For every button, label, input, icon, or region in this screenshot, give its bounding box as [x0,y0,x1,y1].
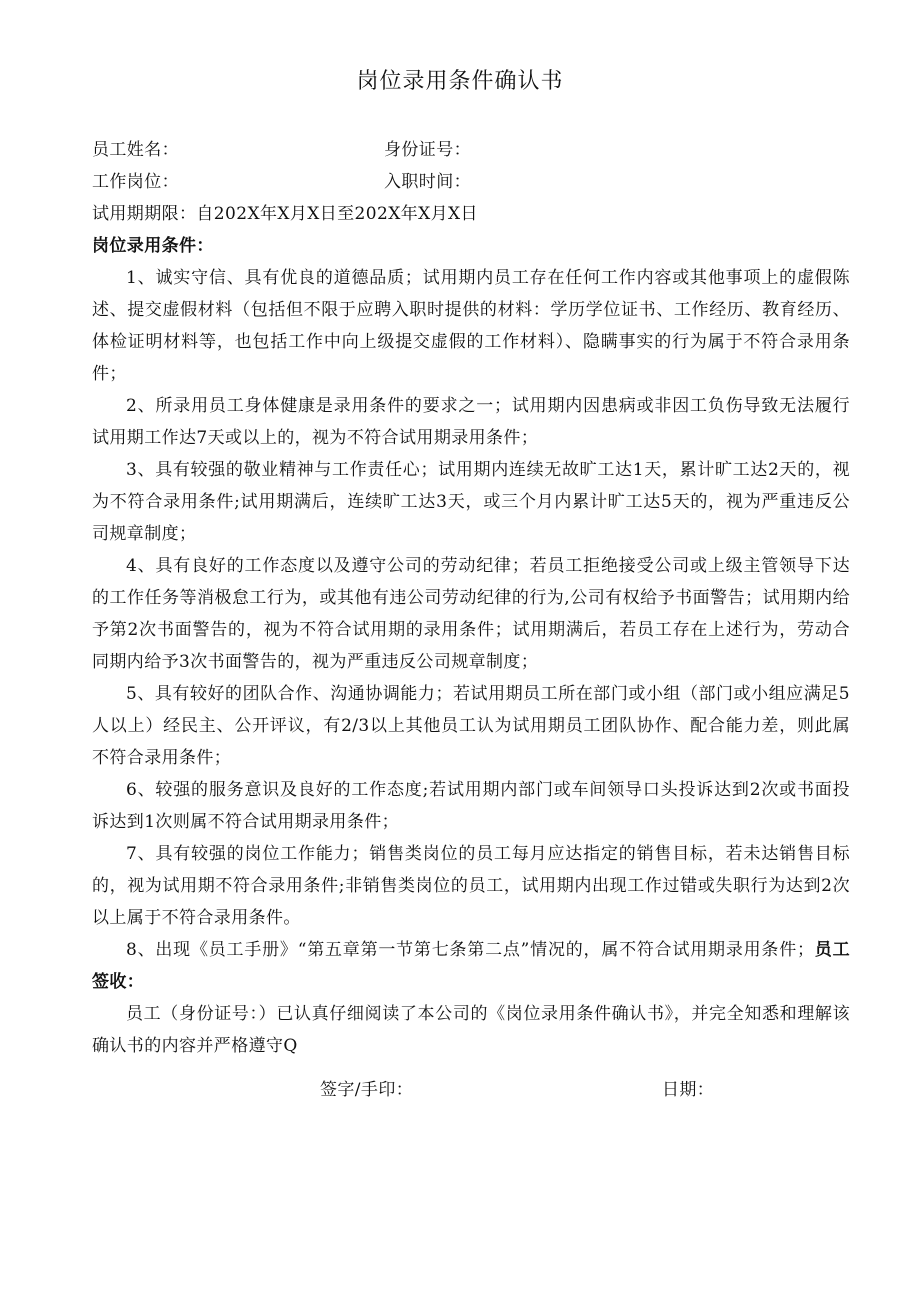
conditions-heading: 岗位录用条件： [92,236,214,256]
position-entry-row [92,166,850,198]
id-number-label: 身份证号： [384,140,471,160]
acknowledgement-text: 员工（身份证号：）已认真仔细阅读了本公司的《岗位录用条件确认书》，并完全知悉和理解该确认书的内容并严格遵守Q [92,1004,850,1056]
condition-item: 1、诚实守信、具有优良的道德品质；试用期内员工存在任何工作内容或其他事项上的虚假陈述、提交虚假材料（包括但不限于应聘入职时提供的材料：学历学位证书、工作经历、教育经历、体检证明材料等，也包括工作中向上级提交虚假的工作材料）、隐瞒事实的行为属于不符合录用条件； [92,268,850,384]
condition-item: 3、具有较强的敬业精神与工作责任心；试用期内连续无故旷工达1天，累计旷工达2天的，视为不符合录用条件;试用期满后，连续旷工达3天，或三个月内累计旷工达5天的，视为严重违反公司规章制度； [92,460,850,544]
condition-item-8: 8、出现《员工手册》“第五章第一节第七条第二点”情况的，属不符合试用期录用条件； [126,940,815,960]
condition-item: 2、所录用员工身体健康是录用条件的要求之一；试用期内因患病或非因工负伤导致无法履行试用期工作达7天或以上的，视为不符合试用期录用条件； [92,396,850,448]
signature-row [92,1074,850,1106]
sign-heading: 员工签收： [92,940,850,992]
condition-item-8-with-sign-heading [92,934,850,998]
entry-time-label: 入职时间： [384,172,471,192]
condition-item: 6、较强的服务意识及良好的工作态度;若试用期内部门或车间领导口头投诉达到2次或书面投诉达到1次则属不符合试用期录用条件； [92,780,850,832]
employee-name-label: 员工姓名： [92,140,179,160]
condition-item: 5、具有较好的团队合作、沟通协调能力；若试用期员工所在部门或小组（部门或小组应满足5人以上）经民主、公开评议，有2/3以上其他员工认为试用期员工团队协作、配合能力差，则此属不符合录用条件； [92,684,850,768]
signature-label: 签字/手印： [320,1080,414,1100]
document-body [92,134,850,1106]
name-id-row [92,134,850,166]
condition-item: 4、具有良好的工作态度以及遵守公司的劳动纪律；若员工拒绝接受公司或上级主管领导下达的工作任务等消极怠工行为，或其他有违公司劳动纪律的行为,公司有权给予书面警告；试用期内给予第2次书面警告的，视为不符合试用期的录用条件；试用期满后，若员工存在上述行为，劳动合同期内给予3次书面警告的，视为严重违反公司规章制度； [92,556,850,672]
condition-item: 7、具有较强的岗位工作能力；销售类岗位的员工每月应达指定的销售目标，若未达销售目标的，视为试用期不符合录用条件;非销售类岗位的员工，试用期内出现工作过错或失职行为达到2次以上属于不符合录用条件。 [92,844,850,928]
date-label: 日期： [662,1080,715,1100]
position-label: 工作岗位： [92,172,179,192]
probation-period-line: 试用期期限：自202X年X月X日至202X年X月X日 [92,204,478,224]
document-title: 岗位录用条件确认书 [356,69,564,94]
